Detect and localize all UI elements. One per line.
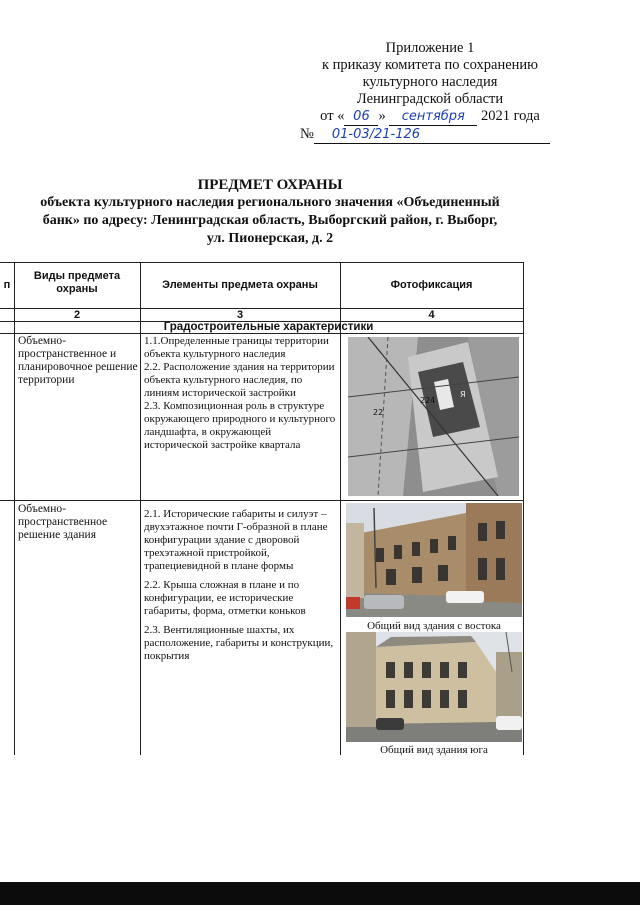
date-month: сентября [401,109,465,124]
appendix-line-2: к приказу комитета по сохранению [321,57,538,73]
row2-element-3: 2.3. Вентиляционные шахты, их расположение, габариты и конструкции, покрытия [144,624,334,662]
col-number-2: 2 [73,309,81,321]
object-description [0,194,540,248]
table-divider [0,500,524,501]
table-divider [523,262,524,755]
appendix-line-4: Ленинградской области [356,91,504,107]
date-year: 2021 года [480,108,540,124]
header-types: Виды предмета охраны [33,270,121,295]
appendix-block [300,40,560,144]
table-divider [140,262,141,755]
appendix-line-3: культурного наследия [362,74,498,90]
table-divider [14,262,15,755]
row2-elements [144,508,336,669]
page-title: ПРЕДМЕТ ОХРАНЫ [197,177,343,193]
row2-type: Объемно-пространственное решение здания [18,503,108,541]
date-day: 06 [353,109,370,124]
header-photo: Фотофиксация [390,279,473,291]
header-elements: Элементы предмета охраны [162,279,318,291]
map-label: 22 [373,408,384,417]
object-line-1: объекта культурного наследия регионального значения «Объединенный [40,195,500,210]
number-prefix: № [300,126,314,142]
caption-south: Общий вид здания юга [380,744,488,756]
date-prefix: от « [320,108,345,124]
object-line-3: ул. Пионерская, д. 2 [206,231,334,246]
row1-type: Объемно-пространственное и планировочное решение территории [18,335,138,386]
row1-elements: 1.1.Определенные границы территории объекта культурного наследия 2.2. Расположение здания на территории объекта культурного наследия, по линиям исторической застройки 2.3. Композиционная роль в структуре окружающего природного и культурного ландшафта, в окружающей исторической застройке квартала [144,335,336,451]
appendix-number [300,126,560,144]
map-label: Я [460,390,466,399]
object-line-2: банк» по адресу: Ленинградская область, Выборгский район, г. Выборг, [42,213,498,228]
cadastral-map-image [348,337,519,496]
row2-element-2: 2.2. Крыша сложная в плане и по конфигурации, ее исторические габариты, форма, отметки коньков [144,579,306,617]
scan-edge [0,882,640,905]
map-label: 224 [420,396,436,405]
table-divider [340,262,341,755]
date-mid: » [378,108,386,124]
header-col-1: п [3,279,11,291]
appendix-date [300,108,560,126]
doc-number: 01-03/21-126 [331,127,421,142]
appendix-line-1: Приложение 1 [385,40,475,56]
building-photo-south [346,632,522,742]
col-number-4: 4 [428,309,435,321]
building-photo-east [346,503,522,617]
caption-east: Общий вид здания с востока [367,620,501,632]
col-number-3: 3 [236,309,244,321]
section-title: Градостроительные характеристики [163,321,374,333]
row2-element-1: 2.1. Исторические габариты и силуэт – двухэтажное почти Г-образной в плане конфигурации здание с дворовой трехэтажной пристройкой, трапециевидной в плане формы [144,508,328,572]
